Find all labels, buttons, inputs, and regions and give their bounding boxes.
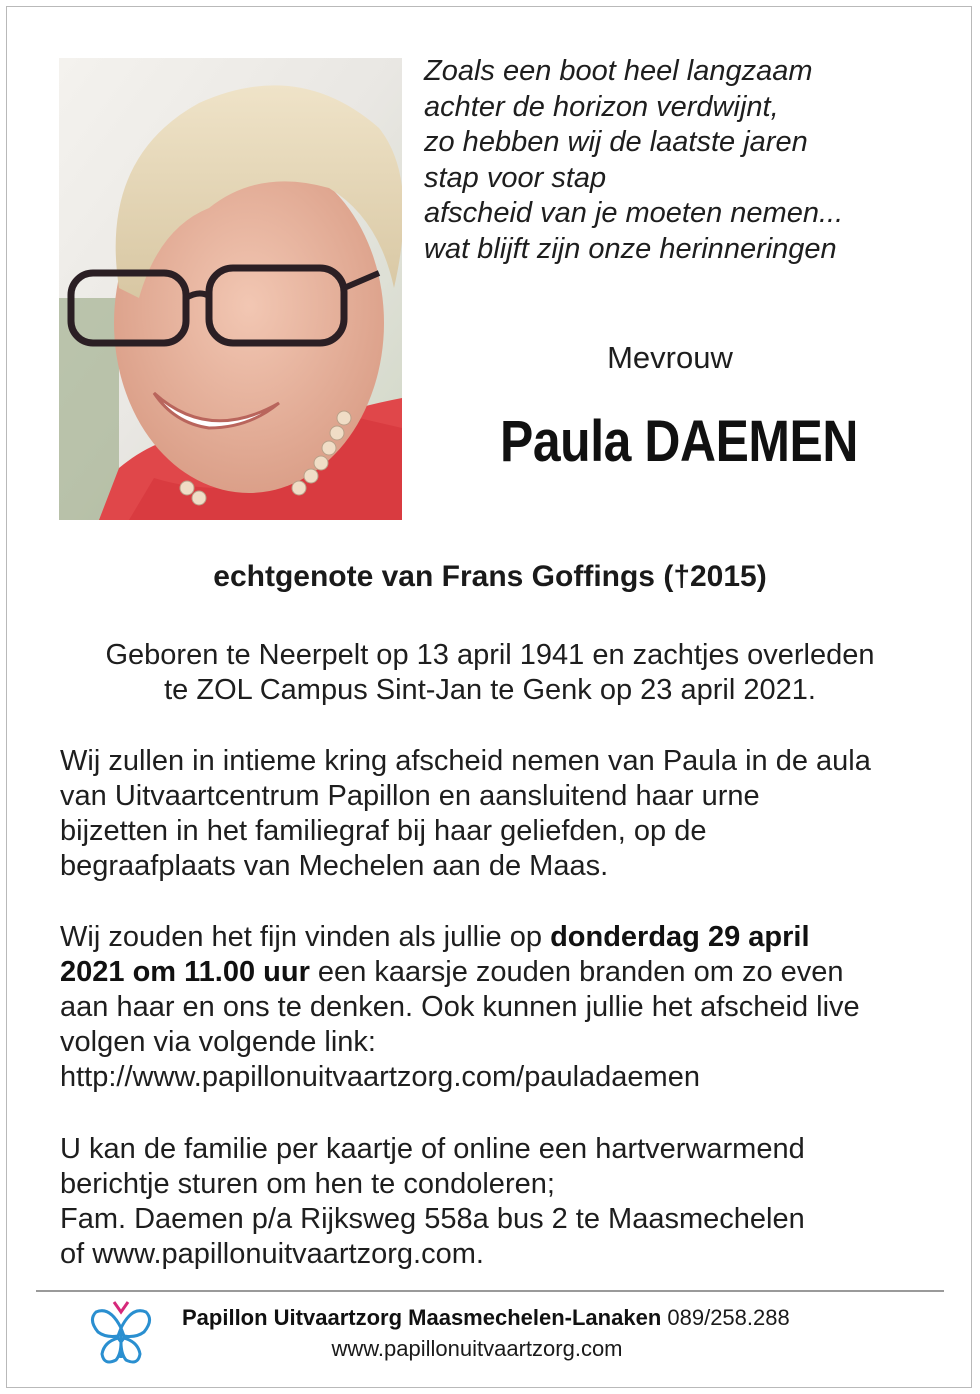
ceremony-date: donderdag 29 april (550, 921, 810, 953)
condolence-website[interactable]: of www.papillonuitvaartzorg.com. (60, 1238, 484, 1270)
salutation: Mevrouw (607, 340, 733, 375)
poem-line: Zoals een boot heel langzaam (424, 55, 813, 87)
candle-text: Wij zouden het fijn vinden als jullie op (60, 921, 551, 953)
poem-line: stap voor stap (424, 161, 607, 194)
born-line: te ZOL Campus Sint-Jan te Genk op 23 april 2021. (164, 674, 816, 706)
memorial-poem (424, 54, 944, 267)
born-line: Geboren te Neerpelt op 13 april 1941 en zachtjes overleden (105, 639, 875, 671)
candle-text: een kaarsje zouden branden om zo even (309, 956, 844, 988)
spouse-line: echtgenote van Frans Goffings (†2015) (213, 560, 767, 593)
farewell-paragraph (60, 744, 940, 884)
farewell-line: begraafplaats van Mechelen aan de Maas. (60, 850, 609, 882)
funeral-home-website[interactable]: www.papillonuitvaartzorg.com (331, 1336, 623, 1361)
livestream-link[interactable]: http://www.papillonuitvaartzorg.com/pauladaemen (60, 1061, 700, 1093)
ceremony-time: 2021 om 11.00 uur (60, 956, 310, 988)
farewell-line: van Uitvaartcentrum Papillon en aansluitend haar urne (60, 780, 760, 812)
birth-death-details (40, 638, 940, 708)
deceased-name: Paula DAEMEN (500, 409, 858, 474)
funeral-home-name: Papillon Uitvaartzorg Maasmechelen-Lanaken (182, 1305, 662, 1330)
portrait-photo (59, 58, 402, 520)
poem-line: afscheid van je moeten nemen... (424, 197, 844, 229)
candle-paragraph (60, 920, 940, 1095)
funeral-home-contact (182, 1305, 942, 1331)
footer-divider (36, 1290, 944, 1292)
candle-line (60, 920, 940, 955)
funeral-home-phone: 089/258.288 (661, 1305, 790, 1330)
poem-line: wat blijft zijn onze herinneringen (424, 232, 837, 265)
candle-line: volgen via volgende link: (60, 1026, 376, 1058)
candle-line (60, 955, 940, 990)
condolence-address: Fam. Daemen p/a Rijksweg 558a bus 2 te Maasmechelen (60, 1203, 805, 1235)
butterfly-logo-icon (88, 1298, 154, 1370)
condolence-line: berichtje sturen om hen te condoleren; (60, 1168, 555, 1200)
poem-line: achter de horizon verdwijnt, (424, 90, 779, 123)
condolence-paragraph (60, 1132, 940, 1272)
condolence-line: U kan de familie per kaartje of online een hartverwarmend (60, 1133, 805, 1165)
poem-line: zo hebben wij de laatste jaren (424, 126, 808, 158)
farewell-line: bijzetten in het familiegraf bij haar geliefden, op de (60, 815, 707, 847)
farewell-line: Wij zullen in intieme kring afscheid nemen van Paula in de aula (60, 745, 871, 777)
candle-line: aan haar en ons te denken. Ook kunnen jullie het afscheid live (60, 991, 860, 1023)
